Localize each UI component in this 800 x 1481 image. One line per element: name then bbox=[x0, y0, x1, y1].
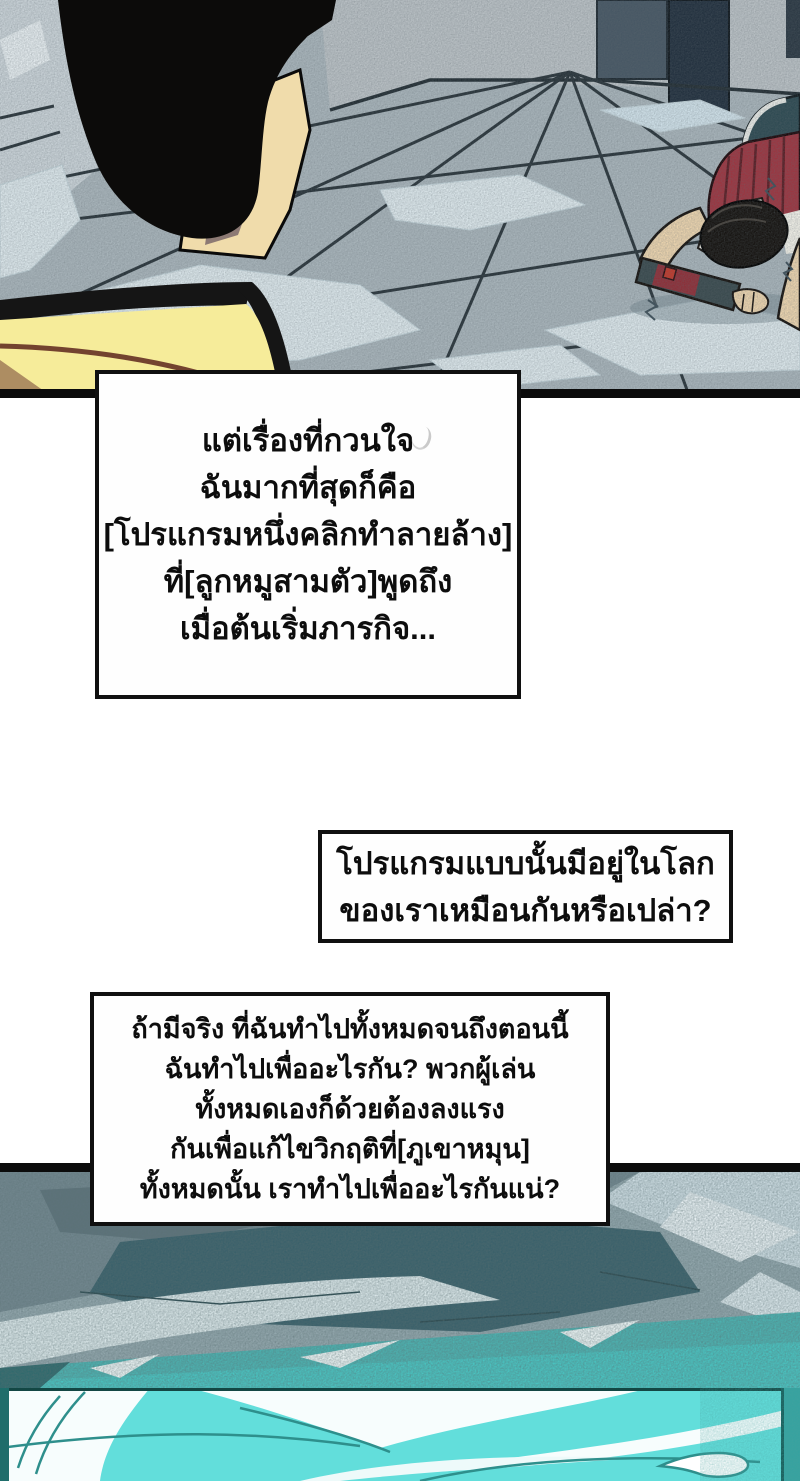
speech-line: [โปรแกรมหนึ่งคลิกทำลายล้าง] bbox=[103, 517, 513, 552]
speech-line: ฉันมากที่สุดก็คือ bbox=[199, 470, 417, 505]
speech-bubble-3 bbox=[90, 992, 610, 1226]
speech-line: แต่เรื่องที่กวนใจ bbox=[201, 423, 415, 458]
panel-frame-left bbox=[0, 1388, 9, 1481]
speech-line: ของเราเหมือนกันหรือเปล่า? bbox=[339, 892, 712, 928]
panel-top-line bbox=[0, 1388, 800, 1391]
speech-line: ถ้ามีจริง ที่ฉันทำไปทั้งหมดจนถึงตอนนี้ bbox=[131, 1014, 569, 1044]
speech-line: ทั้งหมดเองก็ด้วยต้องลงแรง bbox=[195, 1094, 505, 1124]
film-grain bbox=[700, 1388, 800, 1481]
speech-line: ทั้งหมดนั้น เราทำไปเพื่ออะไรกันแน่? bbox=[139, 1174, 561, 1204]
speech-line: ฉันทำไปเพื่ออะไรกัน? พวกผู้เล่น bbox=[164, 1054, 536, 1084]
panel-swirl-portal bbox=[0, 1388, 800, 1481]
speech-bubble-2 bbox=[318, 830, 733, 943]
speech-line: กันเพื่อแก้ไขวิกฤติที่[ภูเขาหมุน] bbox=[170, 1134, 530, 1164]
speech-bubble-1 bbox=[95, 370, 521, 699]
panel-icy-hall-scene bbox=[0, 0, 800, 398]
speech-line: ที่[ลูกหมูสามตัว]พูดถึง bbox=[163, 564, 453, 599]
speech-line: โปรแกรมแบบนั้นมีอยู่ในโลก bbox=[336, 845, 715, 881]
speech-line: เมื่อต้นเริ่มภารกิจ... bbox=[180, 611, 436, 646]
